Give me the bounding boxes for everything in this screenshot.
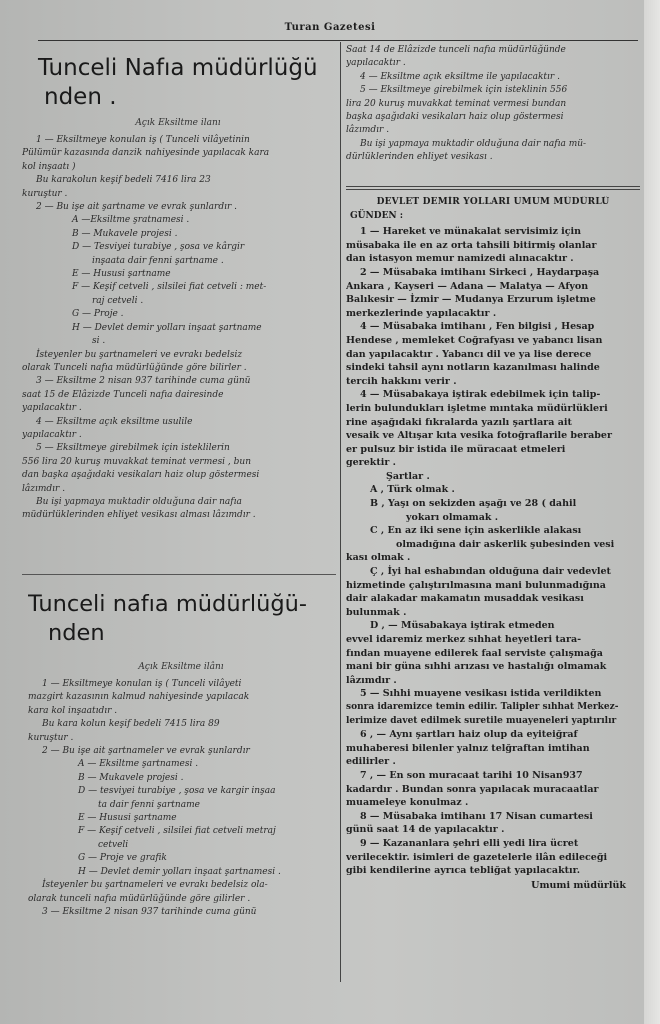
notice-heading: Tunceli Nafıa müdürlüğü bbox=[38, 55, 318, 81]
paragraph-line: gerektir . bbox=[346, 457, 396, 469]
paragraph-line: 4 — Eksiltme açık eksiltme usulile bbox=[36, 416, 193, 427]
list-item: si . bbox=[92, 336, 106, 347]
paragraph-line: mani bir güna sıhhi arızası ve hastalığı olmamak bbox=[346, 661, 607, 673]
railway-notice bbox=[346, 196, 640, 986]
paragraph-line: kadardır . Bundan sonra yapılacak muracaatlar bbox=[346, 783, 599, 795]
paragraph-line: gibi kendilerine ayrıca tebliğat yapılacaktır. bbox=[346, 865, 581, 877]
paragraph-line: olarak tunceli nafıa müdürlüğünde göre gilirler . bbox=[28, 893, 251, 904]
paragraph-line: Bu işi yapmaya muktadir olduğuna dair nafıa bbox=[36, 496, 242, 507]
paragraph-line: lâzımdır . bbox=[346, 674, 397, 686]
notice-body bbox=[346, 225, 640, 878]
paragraph-line: 5 — Eksiltmeye girebilmek için isteklilerin bbox=[36, 443, 230, 454]
notice-heading: DEVLET DEMİR YOLLARI UMUM MÜDÜRLÜ bbox=[376, 197, 610, 207]
notice-subheading: Açık Eksiltme ilânı bbox=[138, 662, 224, 672]
paragraph-line: 6 , — Aynı şartları haiz olup da eyiteiğraf bbox=[360, 729, 578, 741]
list-item: F — Keşif cetveli , silsilei fiat cetveli metraj bbox=[78, 826, 276, 837]
paragraph-line: 7 , — En son muracaat tarihi 10 Nisan937 bbox=[360, 769, 583, 781]
paragraph-line: verilecektir. isimleri de gazetelerle ilân edileceği bbox=[346, 851, 608, 863]
notice-heading-cont: nden . bbox=[44, 84, 117, 110]
notice-subheading: Açık Eksiltme ilanı bbox=[135, 118, 221, 128]
paragraph-line: evvel idaremiz merkez sıhhat heyetleri tara- bbox=[346, 634, 582, 645]
paragraph-line: 4 — Müsabaka imtihanı , Fen bilgisi , Hesap bbox=[360, 321, 595, 333]
paragraph-line: kara kol inşaatıdır . bbox=[28, 705, 118, 716]
paragraph-line: müsabaka ile en az orta tahsili bitirmiş olanlar bbox=[346, 239, 597, 251]
list-item: D — Tesviyei turabiye , şosa ve kârgir bbox=[72, 242, 245, 253]
signature: Umumi müdürlük bbox=[531, 879, 626, 891]
list-item: B , Yaşı on sekizden aşağı ve 28 ( dahil bbox=[370, 498, 577, 510]
paragraph-line: muhaberesi bilenler yalnız telğraftan imtihan bbox=[346, 742, 590, 754]
paragraph-line: bulunmak . bbox=[346, 606, 407, 618]
list-item: inşaata dair fenni şartname . bbox=[92, 255, 224, 266]
paragraph-line: Bu işi yapmaya muktadir olduğuna dair nafıa mü- bbox=[360, 138, 587, 149]
paragraph-line: 556 lira 20 kuruş muvakkat teminat vermesi , bun bbox=[22, 456, 251, 467]
paragraph-line: mazgirt kazasının kalmud nahiyesinde yapılacak bbox=[28, 692, 250, 703]
paragraph-line: kuruştur . bbox=[22, 188, 68, 199]
paragraph-line: dair alakadar makamatın musaddak vesikası bbox=[346, 593, 584, 605]
paragraph-line: vesaik ve Altışar kıta vesika fotoğraflarile beraber bbox=[346, 430, 612, 442]
paragraph-line: lerimize davet edilmek suretile muayeneleri yaptırılır bbox=[346, 715, 617, 726]
paragraph-line: dürlüklerinden ehliyet vesikası . bbox=[346, 152, 493, 163]
list-item: Ç , İyi hal eshabından olduğuna dair vedevlet bbox=[370, 566, 611, 578]
paragraph-line: yapılacaktır . bbox=[22, 403, 82, 414]
paragraph-line: dan başka aşağıdaki vesikaları haiz olup göstermesi bbox=[22, 470, 260, 481]
paragraph-line: dan yapılacaktır . Yabancı dil ve ya lise derece bbox=[346, 348, 592, 360]
notice-body bbox=[22, 134, 334, 523]
paragraph-line: 4 — Eksiltme açık eksiltme ile yapılacaktır . bbox=[360, 71, 560, 82]
paragraph-line: 8 — Müsabaka imtihanı 17 Nisan cumartesi bbox=[360, 810, 593, 822]
paragraph-line: 9 — Kazananlara şehri elli yedi lira ücret bbox=[360, 837, 579, 849]
list-item: A — Eksiltme şartnamesi . bbox=[78, 759, 199, 770]
list-item: B — Mukavele projesi . bbox=[72, 228, 178, 239]
section-divider bbox=[346, 189, 640, 190]
paragraph-line: günü saat 14 de yapılacaktır . bbox=[346, 824, 505, 836]
list-item: H — Devlet demir yolları inşaat şartname bbox=[72, 322, 262, 333]
paragraph-line: Bu karakolun keşif bedeli 7416 lira 23 bbox=[36, 175, 211, 186]
list-item: yokarı olmamak . bbox=[406, 511, 499, 523]
paragraph-line: 5 — Sıhhi muayene vesikası istida verildikten bbox=[360, 688, 602, 700]
paragraph-line: lâzımdır . bbox=[22, 483, 66, 494]
page-edge bbox=[644, 0, 660, 1024]
list-item: C , En az iki sene için askerlikle alakası bbox=[370, 525, 582, 537]
paragraph-line: muameleye konulmaz . bbox=[346, 797, 469, 809]
left-column-bottom-notice bbox=[28, 590, 334, 980]
paragraph-line: 3 — Eksiltme 2 nisan 937 tarihinde cuma günü bbox=[36, 376, 251, 387]
list-item: kası olmak . bbox=[346, 552, 411, 564]
paragraph-line: merkezlerinde yapılacaktır . bbox=[346, 307, 497, 319]
masthead: Turan Gazetesi bbox=[284, 22, 376, 33]
section-divider bbox=[346, 186, 640, 187]
paragraph-line: dan istasyon memur namizedi alınacaktır . bbox=[346, 253, 574, 265]
list-item: D — tesviyei turabiye , şosa ve kargir inşaa bbox=[78, 786, 276, 797]
paragraph-line: tercih hakkını verir . bbox=[346, 375, 457, 387]
list-item: olmadığına dair askerlik şubesinden vesi bbox=[396, 538, 615, 550]
list-item: raj cetveli . bbox=[92, 295, 144, 306]
paragraph-line: Saat 14 de Elâzizde tunceli nafıa müdürlüğünde bbox=[346, 45, 566, 55]
paragraph-line: Balıkesir — İzmir — Mudanya Erzurum işletme bbox=[346, 294, 596, 306]
right-column-continuation bbox=[346, 44, 640, 184]
paragraph-line: müdürlüklerinden ehliyet vesikası alması lâzımdır . bbox=[22, 510, 256, 521]
column-divider bbox=[340, 42, 341, 982]
paragraph-line: 2 — Bu işe ait şartnameler ve evrak şunlardır bbox=[42, 746, 250, 757]
paragraph-line: saat 15 de Elâzizde Tunceli nafıa dairesinde bbox=[22, 389, 224, 400]
paragraph-line: 5 — Eksiltmeye girebilmek için isteklinin 556 bbox=[360, 85, 568, 96]
paragraph-line: 1 — Eksiltmeye konulan iş ( Tunceli vilâyetinin bbox=[36, 135, 250, 145]
list-item: H — Devlet demir yolları inşaat şartnamesi . bbox=[78, 866, 281, 877]
conditions-heading: Şartlar . bbox=[386, 470, 430, 482]
paragraph-line: lâzımdır . bbox=[346, 125, 390, 136]
notice-body bbox=[28, 678, 334, 919]
paragraph-line: olarak Tunceli nafıa müdürlüğünde göre bilirler . bbox=[22, 362, 247, 373]
list-item: A —Eksiltme şratnamesi . bbox=[72, 215, 190, 226]
list-item: cetveli bbox=[98, 839, 129, 850]
list-item: G — Proje . bbox=[72, 309, 124, 320]
paragraph-line: 4 — Müsabakaya iştirak edebilmek için talip- bbox=[360, 389, 601, 401]
paragraph-line: 1 — Eksiltmeye konulan iş ( Tunceli vilâyeti bbox=[42, 679, 242, 689]
paragraph-line: sindeki tahsil aynı notların kazanılması halinde bbox=[346, 362, 600, 374]
paragraph-line: Bu kara kolun keşif bedeli 7415 lira 89 bbox=[42, 719, 220, 730]
paragraph-line: Hendese , memleket Coğrafyası ve yabancı lisan bbox=[346, 334, 603, 346]
paragraph-line: İsteyenler bu şartnameleri ve evrakı bedelsiz ola- bbox=[42, 880, 268, 891]
paragraph-line: 2 — Bu işe ait şartname ve evrak şunlardır . bbox=[36, 202, 237, 213]
paragraph-line: 2 — Müsabaka imtihanı Sirkeci , Haydarpaşa bbox=[360, 266, 600, 278]
paragraph-line: başka aşağıdaki vesikaları haiz olup göstermesi bbox=[346, 112, 564, 123]
paragraph-line: kol inşaatı ) bbox=[22, 161, 76, 172]
paragraph-line: 1 — Hareket ve münakalat servisimiz için bbox=[360, 226, 582, 238]
section-divider bbox=[22, 574, 336, 575]
list-item: G — Proje ve grafik bbox=[78, 853, 167, 864]
paragraph-line: Pülümür kazasında danzik nahiyesinde yapılacak kara bbox=[22, 148, 270, 159]
paragraph-line: 3 — Eksiltme 2 nisan 937 tarihinde cuma günü bbox=[42, 906, 257, 917]
top-rule bbox=[38, 40, 638, 41]
paragraph-line: İsteyenler bu şartnameleri ve evrakı bedelsiz bbox=[36, 349, 243, 360]
paragraph-line: lerin bulundukları işletme mıntaka müdürlükleri bbox=[346, 402, 608, 414]
notice-heading-cont: GÜNDEN : bbox=[350, 210, 404, 221]
paragraph-line: kuruştur . bbox=[28, 732, 74, 743]
left-column-top-notice bbox=[22, 54, 334, 574]
notice-heading-cont: nden bbox=[48, 620, 105, 646]
paragraph-line: fından muayene edilerek faal serviste çalışmağa bbox=[346, 647, 603, 659]
paragraph-line: Ankara , Kayseri — Adana — Malatya — Afyon bbox=[346, 280, 589, 292]
paragraph-line: edilirler . bbox=[346, 756, 396, 768]
notice-heading: Tunceli nafıa müdürlüğü- bbox=[28, 591, 308, 617]
list-item: ta dair fenni şartname bbox=[98, 799, 200, 810]
list-item: A , Türk olmak . bbox=[370, 484, 455, 496]
paragraph-line: sonra idaremizce temin edilir. Talipler sıhhat Merkez- bbox=[346, 701, 619, 712]
paragraph-line: yapılacaktır . bbox=[22, 429, 82, 440]
paragraph-line: yapılacaktır . bbox=[346, 58, 406, 69]
paragraph-line: hizmetinde çalıştırılmasına mani bulunmadığına bbox=[346, 579, 606, 591]
paragraph-line: lira 20 kuruş muvakkat teminat vermesi bundan bbox=[346, 98, 567, 109]
list-item: E — Hususi şartname bbox=[72, 269, 171, 280]
list-item: D , — Müsabakaya iştirak etmeden bbox=[370, 620, 555, 632]
list-item: F — Keşif cetveli , silsilei fiat cetveli : met- bbox=[72, 282, 267, 293]
paragraph-line: rine aşağıdaki fıkralarda yazılı şartlara ait bbox=[346, 416, 572, 428]
list-item: E — Hususi şartname bbox=[78, 813, 177, 824]
paragraph-line: er pulsuz bir istida ile müracaat etmeleri bbox=[346, 443, 566, 455]
list-item: B — Mukavele projesi . bbox=[78, 772, 184, 783]
